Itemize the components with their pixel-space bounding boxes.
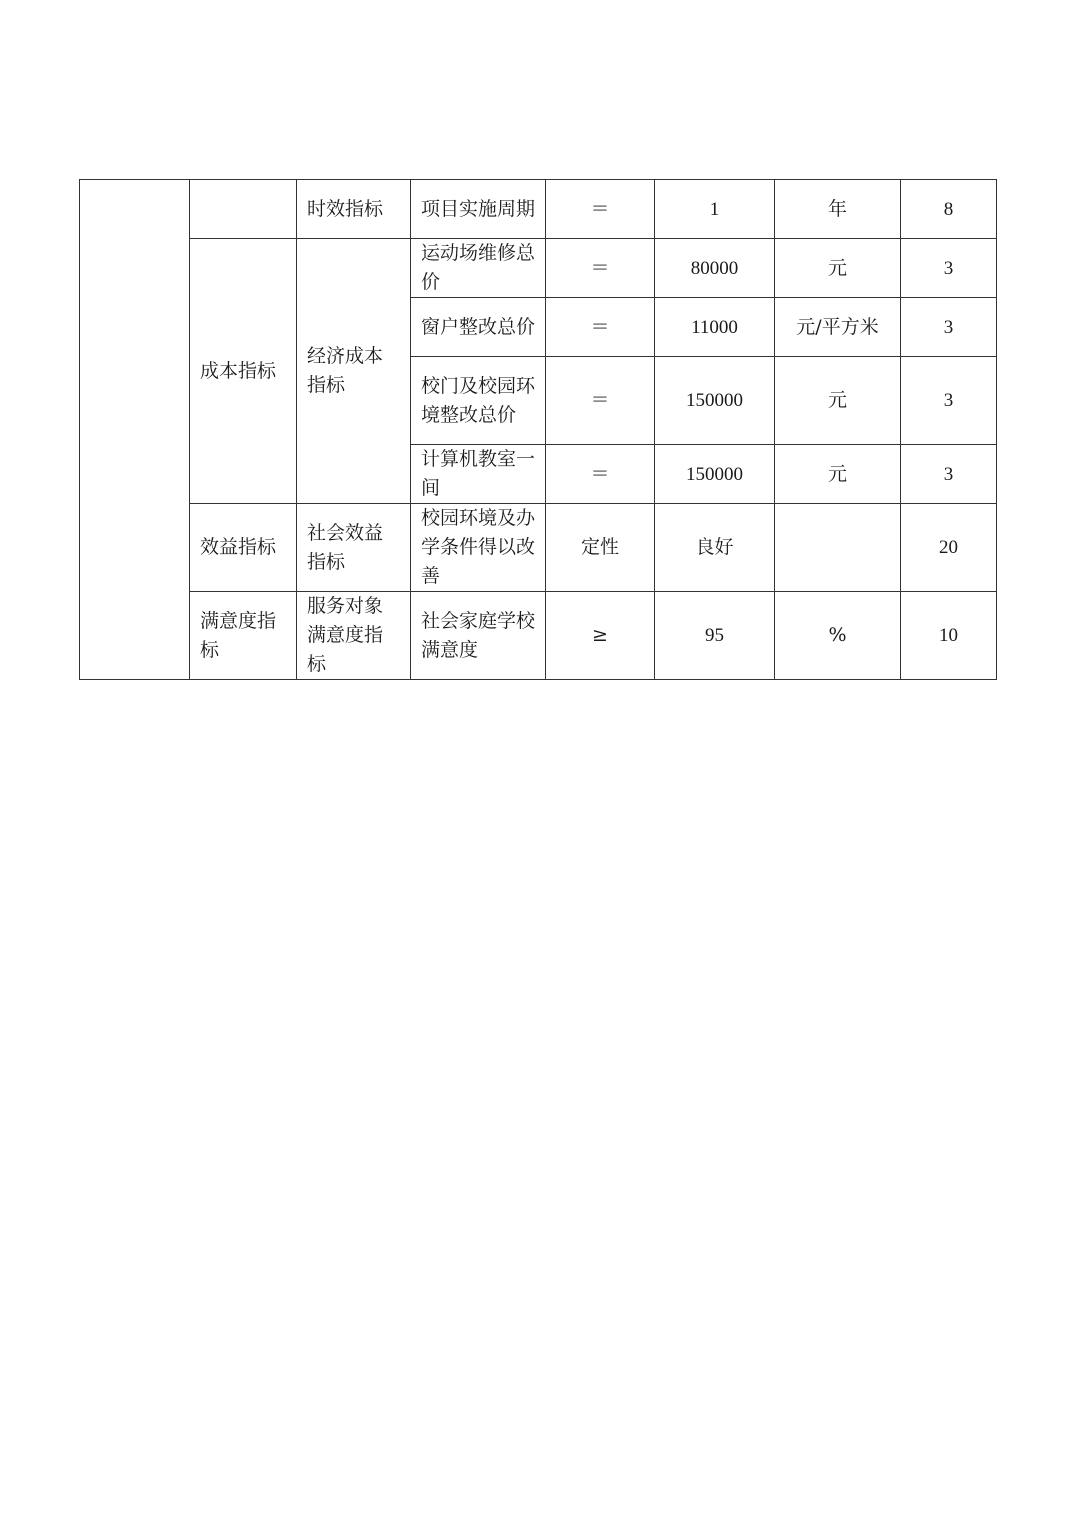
value-cell: 11000 — [655, 298, 775, 357]
indicator-cell: 校园环境及办学条件得以改善 — [411, 504, 546, 592]
level2-cell: 成本指标 — [190, 239, 297, 504]
level2-cell: 满意度指标 — [190, 592, 297, 680]
table-row — [80, 592, 997, 680]
unit-cell: 元/平方米 — [775, 298, 901, 357]
indicator-cell: 项目实施周期 — [411, 180, 546, 239]
unit-cell: 年 — [775, 180, 901, 239]
level3-cell: 服务对象满意度指标 — [297, 592, 411, 680]
value-cell: 80000 — [655, 239, 775, 298]
level1-cell — [80, 180, 190, 680]
indicator-cell: 运动场维修总价 — [411, 239, 546, 298]
indicator-cell: 计算机教室一间 — [411, 445, 546, 504]
value-cell: 1 — [655, 180, 775, 239]
operator-cell: ＝ — [546, 239, 655, 298]
value-cell: 良好 — [655, 504, 775, 592]
operator-cell: ＝ — [546, 445, 655, 504]
score-cell: 20 — [901, 504, 997, 592]
unit-cell: 元 — [775, 357, 901, 445]
level2-cell — [190, 180, 297, 239]
unit-cell: 元 — [775, 239, 901, 298]
operator-cell: 定性 — [546, 504, 655, 592]
value-cell: 150000 — [655, 445, 775, 504]
table-row — [80, 239, 997, 298]
score-cell: 3 — [901, 445, 997, 504]
level3-cell: 社会效益指标 — [297, 504, 411, 592]
table-row — [80, 504, 997, 592]
score-cell: 10 — [901, 592, 997, 680]
unit-cell: 元 — [775, 445, 901, 504]
unit-cell: % — [775, 592, 901, 680]
value-cell: 95 — [655, 592, 775, 680]
score-cell: 8 — [901, 180, 997, 239]
table-row — [80, 180, 997, 239]
performance-indicator-table — [79, 179, 997, 680]
value-cell: 150000 — [655, 357, 775, 445]
score-cell: 3 — [901, 239, 997, 298]
score-cell: 3 — [901, 357, 997, 445]
level3-cell: 时效指标 — [297, 180, 411, 239]
operator-cell: ＝ — [546, 298, 655, 357]
indicator-cell: 窗户整改总价 — [411, 298, 546, 357]
indicator-cell: 社会家庭学校满意度 — [411, 592, 546, 680]
operator-cell: ＝ — [546, 180, 655, 239]
level3-cell: 经济成本指标 — [297, 239, 411, 504]
operator-cell: ≥ — [546, 592, 655, 680]
score-cell: 3 — [901, 298, 997, 357]
unit-cell — [775, 504, 901, 592]
indicator-cell: 校门及校园环境整改总价 — [411, 357, 546, 445]
level2-cell: 效益指标 — [190, 504, 297, 592]
operator-cell: ＝ — [546, 357, 655, 445]
